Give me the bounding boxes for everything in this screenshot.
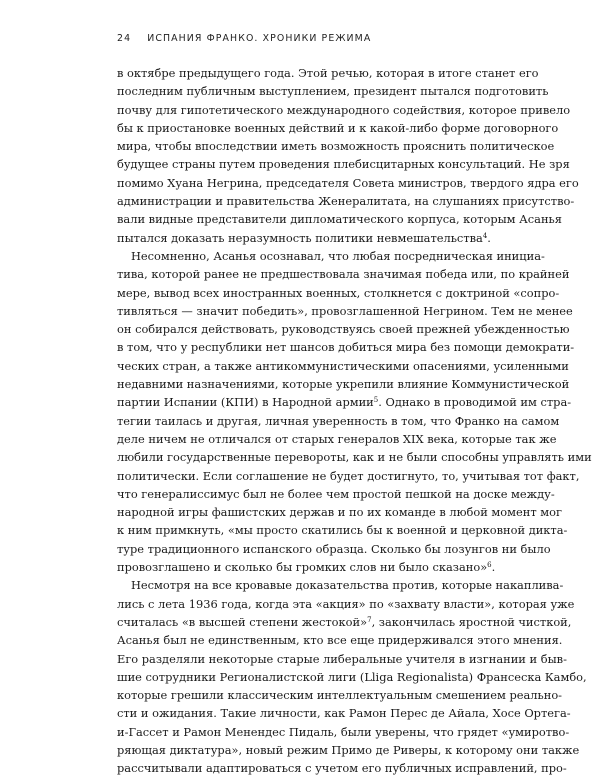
text-line: [117, 192, 575, 210]
text-line: [117, 595, 575, 613]
line-text: народной игры фашистских держав и по их команде в любой момент мог: [117, 505, 562, 520]
text-line: [117, 467, 580, 485]
line-text-continued: .: [487, 230, 491, 245]
line-text: деле ничем не отличался от старых генералов XIX века, которые так же: [117, 431, 557, 446]
text-line: [117, 247, 545, 265]
line-text: вали видные представители дипломатического корпуса, которым Асанья: [117, 212, 562, 227]
footnote-marker[interactable]: 6: [487, 561, 492, 570]
line-text: ческих стран, а также антикоммунистическими опасениями, усиленными: [117, 358, 569, 373]
line-text: лись с лета 1936 года, когда эта «акция» по «захвату власти», которая уже: [117, 596, 575, 611]
line-text: помимо Хуана Негрина, председателя Совета министров, твердого ядра его: [117, 175, 579, 190]
text-line: [117, 448, 592, 466]
line-text: ряющая диктатура», новый режим Примо де Риверы, к которому они также: [117, 742, 580, 757]
line-text: что генералиссимус был не более чем простой пешкой на доске между-: [117, 486, 555, 501]
text-line: [117, 82, 549, 100]
text-line: [117, 704, 571, 722]
line-text: Несмотря на все кровавые доказательства против, которые накаплива-: [131, 578, 564, 593]
line-text: Его разделяли некоторые старые либеральные учителя в изгнании и быв-: [117, 651, 567, 666]
line-text: которые грешили классическим интеллектуальным смешением реально-: [117, 688, 563, 703]
line-text: бы к приостановке военных действий и к какой-либо форме договорного: [117, 120, 559, 135]
page-number: 24: [117, 33, 132, 44]
text-line: [117, 668, 587, 686]
line-text: мере, вывод всех иностранных военных, столкнется с доктриной «сопро-: [117, 285, 560, 300]
text-line: [117, 265, 570, 283]
text-line: [117, 101, 571, 119]
line-text: туре традиционного испанского образца. Сколько бы лозунгов ни было: [117, 541, 551, 556]
text-line: [117, 284, 560, 302]
running-title: ИСПАНИЯ ФРАНКО. ХРОНИКИ РЕЖИМА: [147, 33, 372, 44]
line-text: Несомненно, Асанья осознавал, что любая посредническая инициа-: [131, 248, 545, 263]
line-text: администрации и правительства Женералитата, на слушаниях присутство-: [117, 194, 575, 209]
text-line: [117, 741, 580, 759]
line-text: Асанья был не единственным, кто все еще придерживался этого мнения.: [117, 633, 563, 648]
text-line: [117, 613, 572, 631]
footnote-marker[interactable]: 7: [367, 615, 372, 624]
text-line: [117, 210, 562, 228]
text-line: [117, 137, 555, 155]
text-line: [117, 302, 573, 320]
text-line: [117, 375, 570, 393]
line-text: последним публичным выступлением, президент пытался подготовить: [117, 84, 549, 99]
line-text: в октябре предыдущего года. Этой речью, которая в итоге станет его: [117, 66, 539, 80]
line-text: тива, которой ранее не предшествовала значимая победа или, по крайней: [117, 267, 570, 282]
text-line: [117, 485, 555, 503]
text-line: [117, 521, 568, 539]
line-text: рассчитывали адаптироваться с учетом его публичных исправлений, про-: [117, 761, 567, 776]
text-line: [117, 320, 570, 338]
text-line: [117, 119, 559, 137]
line-text: и-Гассет и Рамон Менендес Пидаль, были уверены, что грядет «умиротво-: [117, 724, 570, 739]
running-header: [117, 33, 371, 44]
text-line: [117, 759, 567, 777]
line-text-continued: , закончилась яростной чисткой,: [371, 614, 572, 629]
line-text: шие сотрудники Регионалистской лиги (Lliga Regionalista) Франсеска Камбо,: [117, 669, 587, 684]
line-text: почву для гипотетического международного содействия, которое привело: [117, 102, 571, 117]
paragraph: [117, 576, 587, 777]
text-line: [117, 576, 564, 594]
text-line: [117, 229, 489, 247]
line-text: сти и ожидания. Такие личности, как Рамон Перес де Айала, Хосе Ортега-: [117, 706, 571, 721]
text-line: [117, 540, 551, 558]
body-text: [117, 64, 592, 778]
line-text: политически. Если соглашение не будет достигнуто, то, учитывая тот факт,: [117, 468, 580, 483]
line-text: он собирался действовать, руководствуясь своей прежней убежденностью: [117, 322, 570, 337]
paragraph: [117, 247, 592, 576]
text-line: [117, 338, 575, 356]
line-text: к ним примкнуть, «мы просто скатились бы к военной и церковной дикта-: [117, 523, 568, 538]
paragraph: [117, 64, 579, 247]
line-text: провозглашено и сколько бы громких слов ни было сказано»: [117, 560, 488, 575]
text-line: [117, 650, 567, 668]
text-line: [117, 686, 563, 704]
text-line: [117, 723, 570, 741]
text-line: [117, 174, 579, 192]
footnote-marker[interactable]: 4: [482, 231, 488, 240]
text-line: [117, 393, 572, 411]
text-line: [117, 412, 560, 430]
line-text: считалась «в высшей степени жестокой»: [117, 614, 368, 629]
text-line: [117, 503, 562, 521]
line-text: партии Испании (КПИ) в Народной армии: [117, 395, 374, 410]
line-text: тегии таилась и другая, личная уверенность в том, что Франко на самом: [117, 413, 560, 428]
line-text: пытался доказать неразумность политики невмешательства: [117, 230, 483, 245]
text-line: [117, 631, 563, 649]
line-text: недавними назначениями, которые укрепили влияние Коммунистической: [117, 377, 570, 392]
line-text: в том, что у республики нет шансов добиться мира без помощи демократи-: [117, 340, 575, 355]
line-text-continued: .: [491, 560, 496, 575]
line-text: мира, чтобы впоследствии иметь возможность прояснить политическое: [117, 139, 555, 154]
line-text: тивляться — значит победить», провозглашенной Негрином. Тем не менее: [117, 303, 573, 318]
line-text-continued: . Однако в проводимой им стра-: [378, 395, 572, 410]
footnote-marker[interactable]: 5: [373, 396, 379, 405]
text-line: [117, 430, 557, 448]
text-line: [117, 558, 496, 576]
text-line: [117, 357, 569, 375]
line-text: будущее страны путем проведения плебисцитарных консультаций. Не зря: [117, 157, 570, 172]
text-line: [117, 155, 570, 173]
text-line: [117, 64, 539, 82]
line-text: любили государственные перевороты, как и не были способны управлять ими: [117, 450, 592, 465]
